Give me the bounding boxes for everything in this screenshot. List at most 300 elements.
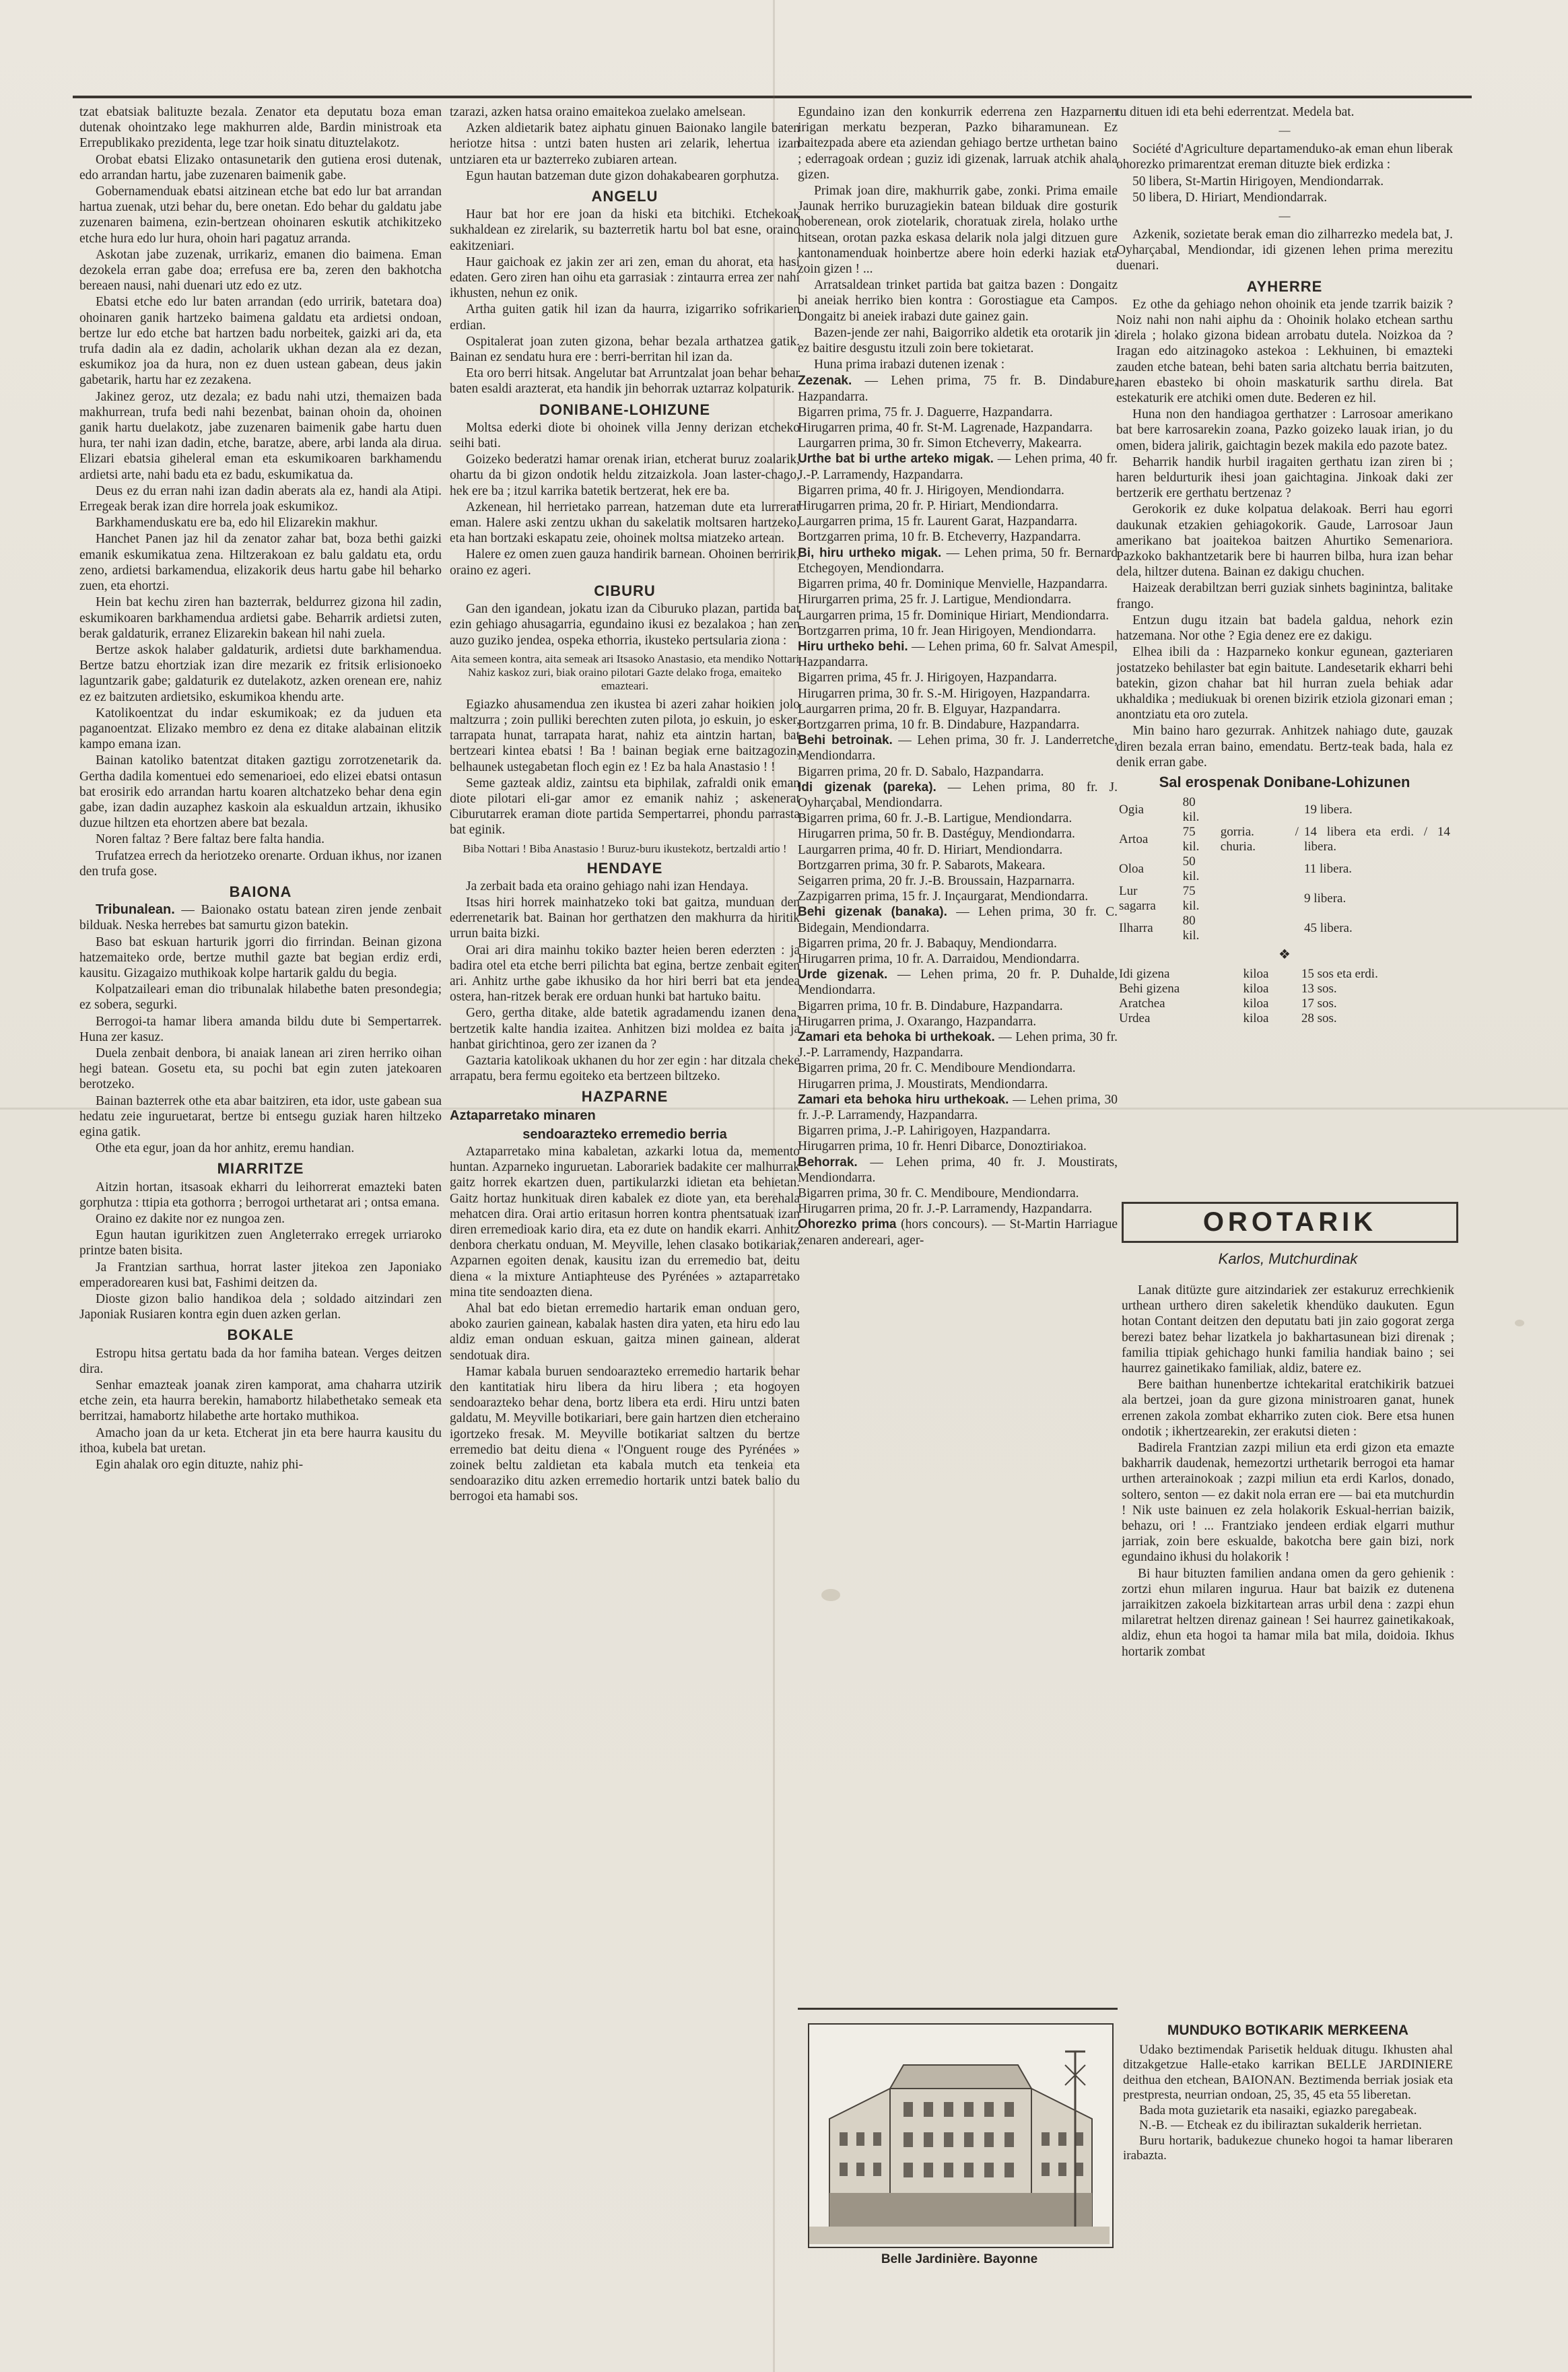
ink-blot <box>1515 1320 1524 1326</box>
paragraph-text: Azken aldietarik batez aiphatu ginuen Baionako langile baten heriotze hitsa : untzi baten husten ari zelarik, lehertua izan untziaren eta ur bazterreko zubiaren artean. <box>450 121 800 167</box>
prize-entry <box>798 420 1118 436</box>
paragraph-text: — Lehen prima, 80 fr. J. Oyharçabal, Mendiondarra. <box>798 780 1118 810</box>
paragraph-text: Laurgarren prima, 15 fr. Laurent Garat, Hazpandarra. <box>798 514 1078 529</box>
section-heading: BOKALE <box>227 1326 294 1344</box>
paragraph <box>450 697 800 775</box>
prize-entry <box>798 483 1118 498</box>
paragraph <box>450 452 800 499</box>
separator: — <box>1279 124 1291 137</box>
paragraph-text: Bortzgarren prima, 10 fr. B. Dindabure, Hazpandarra. <box>798 717 1080 732</box>
paragraph <box>450 895 800 942</box>
paragraph-text: Ez othe da gehiago nehon ohoinik eta jende tzarrik baizik ? Noiz nahi non nahi aiphu da : Ohoinik holako etchean sarthu direla ; holako gizona bidean arrobatu dutela. Noizkoa da ? Iragan edo aitzinagoko astekoa : Lekhuinen, bi emazteki zauden etche batean, behi baten saria altchatu berria baitzuten, haren ebasteko bi ohoin maskaturik sarthu direla. Bat estekaturik ere atchiki omen dute. Bederen ez hil. <box>1116 297 1453 406</box>
paragraph <box>79 1227 442 1258</box>
paragraph-text: Seme gazteak aldiz, zaintsu eta biphilak, zafraldi onik eman diote pilotari eli-gar amor ez emanik nahiz ; askenerat Ciburutarrek eraman diote partida Sempertarrei, phondu parrasta bat eginik. <box>450 776 800 838</box>
paragraph-text: Artha guiten gatik hil izan da haurra, izigarriko sofrikarien erdian. <box>450 302 800 333</box>
paragraph <box>1116 502 1453 580</box>
paragraph-text: Egiazko ahusamendua zen ikustea bi azeri zahar hoikien jolo maltzurra ; zoin pulliki berechten zuten pilota, jo eskuin, jo esker, tarrapata hunat, tarrapata harat, nahiz eta aintzin hartan, bat bertzeari kintea ebatsi ! Ba ! bainan begiak erne baitzagozin, belhaunek ustegabetan floch egin ez ! Ez ba hala Anastasio ! ! <box>450 697 800 774</box>
paragraph-text: Othe eta egur, joan da hor anhitz, eremu handian. <box>96 1141 355 1156</box>
paragraph-text: Trufatzea errech da heriotzeko orenarte. Orduan ikhus, nor izanen den trufa gose. <box>79 848 442 879</box>
paragraph: Bi haur bituzten familien andana omen da gero gehienik : zortzi ehun milaren ingurua. Haur bat baizik ez dutenena jarraikitzen zakoela bizkitartean arras urbil dena : zazpi ehun milaretrat heltzen direnaz gainean ! Sei haurrez gainetikakoak, aldiz, ehun eta hogoi ta hamar mila bat mila, doidoia. Ikhus hortarik zombat <box>1122 1566 1454 1659</box>
prize-entry <box>798 639 1118 670</box>
paragraph-text: Azkenean, hil herrietako parrean, hatzeman dute eta lurrerat eman. Halere aski zentzu ukhan du sakelatik moltsaren hartzeko, eta han bortzaki eskapatu zeie, ohoinek moltsa miatzeko artean. <box>450 500 800 546</box>
paragraph-text: Ebatsi etche edo lur baten arrandan (edo urririk, batetara doa) ohoinaren ganik hartzeko baimena galdatu eta ardietsi ondoan, bertze lur edo etche bat hartzen badu norbeitek, gaizki ari da, eta trufa dadin ala ez dadin, acholarik ukhan dezan ala ez dezan, eskumikoz joa da hura, non ez duen ustean gabean, deus jakin gabetarik, hartu har ez zezakena. <box>79 295 442 388</box>
paragraph: Bada mota guzietarik eta nasaiki, egiazko paregabeak. <box>1139 2103 1417 2117</box>
paragraph-text: Elhea ibili da : Hazparneko konkur egunean, gazteriaren jostatzeko behilaster bat egin baitute. Landesetarik ekharri behi batekin, gizon chahar bat hil hurran zuela behiak adar ukhaldika ; mediukuak bi orenen bizirik etziola gizonari eman ; anontziatu eta oro zutela. <box>1116 645 1453 722</box>
orotarik-subtitle: Karlos, Mutchurdinak <box>1218 1250 1358 1267</box>
building-illustration <box>809 2025 1110 2244</box>
lead-text: Bi, hiru urtheko migak. <box>798 545 942 560</box>
paragraph: Lanak ditüzte gure aitzindariek zer estakuruz errechkienik urthean urthero diren sakeletik khendüko daukuten. Egun hotan Contant deitzen den deputatu bati jin zaio gogorat zerga berezi batez behar lizatkela jo bakhartasunean bizi direnak ; familia ttipiak gehichago hunki familia handiak baino ; sei haurrez gainetikako familiak, aldiz, batere ez. <box>1122 1283 1454 1376</box>
meat-price-table <box>1116 967 1453 1026</box>
paragraph-text: — Lehen prima, 30 fr. J. Landerretche, Mendiondarra. <box>798 733 1118 764</box>
column-3 <box>798 104 1118 2000</box>
paragraph <box>450 1053 800 1084</box>
table-row <box>1116 982 1453 996</box>
paragraph-text: tzat ebatsiak balituzte bezala. Zenator eta deputatu boza eman dutenak ohointzako lege makhurren alde, Bardin ministroak eta Errepublikako prezidenta, lege tzar hoik sinatu dituztelakotz. <box>79 105 442 151</box>
market-weight: 75 kil. <box>1182 825 1200 854</box>
paragraph <box>450 104 800 120</box>
paragraph-text: Kolpatzaileari eman dio tribunalak hilabethe baten presondegia; ez sobera, segurki. <box>79 982 442 1013</box>
paragraph-text: — Lehen prima, 30 fr. C. Bidegain, Mendiondarra. <box>798 905 1118 935</box>
paragraph <box>450 366 800 397</box>
paragraph-text: Gan den igandean, jokatu izan da Ciburuko plazan, partida bat ezin gehiago ahusagarria, egundaino ikusi ez bezalakoa ; han zen auzo guziko jendea, ospeka ethorria, ikusteko pertsularia ziona : <box>450 602 800 648</box>
prize-entry <box>798 498 1118 514</box>
paragraph-text: Egun hautan batzeman dute gizon dohakabearen gorphutza. <box>466 168 780 183</box>
paragraph <box>79 1211 442 1227</box>
paragraph <box>798 104 1118 182</box>
paragraph-text: Dioste gizon balio handikoa dela ; soldado aitzindari zen Japoniak Rusiaren kontra egin duen azken gerlan. <box>79 1292 442 1322</box>
paragraph <box>450 1144 800 1300</box>
lead-text: Behorrak. <box>798 1155 858 1170</box>
paragraph <box>79 104 442 151</box>
meat-unit: kiloa <box>1243 996 1269 1011</box>
paragraph-text: — Baionako ostatu batean ziren jende zenbait bilduak. Neska herrebes bat samurtu gizon batekin. <box>79 903 442 933</box>
paragraph-text: — Lehen prima, 60 fr. Salvat Amespil, Hazpandarra. <box>798 639 1118 670</box>
paragraph-text: Egin ahalak oro egin dituzte, nahiz phi- <box>96 1458 304 1472</box>
paragraph <box>1116 104 1453 120</box>
market-price: 9 libera. <box>1303 891 1347 906</box>
paragraph <box>450 168 800 184</box>
prize-entry <box>798 1029 1118 1060</box>
paragraph <box>79 642 442 705</box>
paragraph-text: Haur bat hor ere joan da hiski eta bitchiki. Etchekoak sukhaldean ez zirelarik, su bazterretik hartu bol bat esne, oraino eakitzeniari. <box>450 207 800 253</box>
prize-entry <box>798 1014 1118 1029</box>
market-price: 19 libera. <box>1303 803 1353 817</box>
paragraph-text: (hors concours). — St-Martin Harriague zenaren andereari, ager- <box>798 1217 1118 1248</box>
paragraph <box>79 1180 442 1211</box>
paragraph-text: Laurgarren prima, 20 fr. B. Elguyar, Hazpandarra. <box>798 702 1061 716</box>
paragraph-text: Barkhamenduskatu ere ba, edo hil Elizarekin makhur. <box>96 516 378 531</box>
paragraph-text: Bertze askok halaber galdaturik, ardietsi dute barkhamendua. Bertze batzu ehortziak izan dire mezarik ez fritsik erlisionoeko laguntzarik gabe; galdaturik ez dutelakotz, azken orenean ere, nahiz ez ez baitzuten ardietsiko, eskumikoa khendu arte. <box>79 642 442 704</box>
paragraph-text: tu dituen idi eta behi ederrentzat. Medela bat. <box>1116 105 1355 119</box>
paragraph <box>79 595 442 642</box>
paragraph-text: Bainan bazterrek othe eta abar baitziren, eta idor, uste gabean sua hedatu zeie inguruetarat, bertze bi entsegu guziak haren hiltzeko egina gatik. <box>79 1093 442 1139</box>
paragraph <box>1116 454 1453 502</box>
table-row <box>1116 825 1453 854</box>
paragraph <box>79 1378 442 1425</box>
market-price: 45 libera. <box>1303 921 1353 936</box>
paragraph-text: Min baino haro gezurrak. Anhitzek nahiago dute, gauzak diren bezala erran baino, emendatu. Bertz-teak bada, hala ez denik erran gabe. <box>1116 724 1453 770</box>
paragraph-text: Bazen-jende zer nahi, Baigorriko aldetik eta orotarik jin ; ez baitire desgustu itzuli zoin bere tokietarat. <box>798 325 1118 356</box>
paragraph-text: Hirugarren prima, 10 fr. Henri Dibarce, Donoztiriakoa. <box>798 1139 1087 1154</box>
lead-text: Behi gizenak (banaka). <box>798 905 947 920</box>
paragraph-text: Hirugarren prima, J. Oxarango, Hazpandarra. <box>798 1014 1037 1029</box>
paragraph <box>1116 227 1453 274</box>
paragraph-text: Arratsaldean trinket partida bat gaitza bazen : Dongaitz bi aneiak herriko bien kontra : Gorostiague eta Campos. Dongaitz bi aneiek irabazi dute gainez gain. <box>798 278 1118 324</box>
prize-entry <box>798 529 1118 545</box>
paragraph <box>79 1260 442 1291</box>
paragraph-text: Bigarren prima, 10 fr. B. Dindabure, Hazpandarra. <box>798 998 1063 1013</box>
paragraph <box>79 1425 442 1456</box>
prize-entry <box>798 373 1118 404</box>
paragraph <box>450 302 800 333</box>
article-heading: sendoarazteko erremedio berria <box>522 1126 727 1142</box>
paragraph-text: Bortzgarren prima, 10 fr. B. Etcheverry, Hazpandarra. <box>798 530 1081 545</box>
paragraph <box>450 601 800 648</box>
paragraph-text: Bigarren prima, 60 fr. J.-B. Lartigue, Mendiondarra. <box>798 811 1072 826</box>
lead-text: Zamari eta behoka hiru urthekoak. <box>798 1092 1009 1107</box>
paragraph <box>1116 407 1453 454</box>
table-row <box>1116 795 1453 825</box>
market-weight: 50 kil. <box>1182 854 1200 884</box>
paragraph-text: Bigarren prima, 20 fr. J. Babaquy, Mendiondarra. <box>798 936 1057 951</box>
paragraph-text: Laurgarren prima, 15 fr. Dominique Hiriart, Mendiondarra. <box>798 608 1110 623</box>
paragraph: Badirela Frantzian zazpi miliun eta erdi gizon eta emazte bakharrik daudenak, hemezortzi urthetarik berrogoi eta hamar urthen arterainokoak ; zazpi miliun eta erdi Karlos, donado, soltero, senton — ez dakit nola erran ere — bai eta mutchurdin ! Nik uste bainuen ez zela holakorik Eskual-herrian baizik, behazu, ori ! ... Frantziako jendeen erdiak elgarri muthur jarriak, zoin bere eskualde, bakotcha bere gain bizi, nork egundaino ikhusi du holakorik ! <box>1122 1441 1454 1565</box>
paragraph-text: Jakinez geroz, utz dezala; ez badu nahi utzi, themaizen bada makhurrean, trufa bedi nahi bezenbat, bainan ohoin da, ohoinen ganik hartu duelakotz, jabe zuzenaren baimenik gabe hartu duen hura, ter nahi izan dadin, etche, baratze, abere, arbi landa ala dirua. Elizari ebatsia giheleral eman eta eskumikoaren barkhamendu ardietsi arte, nahi badu eta ez badu, eskumikatua da. <box>79 389 442 482</box>
section-separator: ❖ <box>1279 947 1291 963</box>
paragraph <box>450 121 800 168</box>
paragraph <box>450 1364 800 1505</box>
paragraph <box>79 935 442 982</box>
paragraph-text: Beharrik handik hurbil iragaiten gerthatu izan ziren bi ; haren beldurturik ihesi joan gaichtagina. Jinkoak daki zer bertzerik ere gerthatu bertzenaz ? <box>1116 454 1453 501</box>
paragraph <box>79 389 442 483</box>
paragraph <box>79 531 442 594</box>
paragraph-text: Duela zenbait denbora, bi anaiak lanean ari ziren herriko oihan hegi batean. Gosetu eta, su pochi bat egin zuten jatekoaren berotzeko. <box>79 1046 442 1092</box>
prize-entry <box>798 842 1118 858</box>
paragraph <box>450 500 800 547</box>
paragraph <box>79 1346 442 1377</box>
paragraph <box>450 776 800 838</box>
paragraph <box>79 982 442 1013</box>
market-variety <box>1218 914 1301 943</box>
market-price: 11 libera. <box>1303 862 1353 877</box>
market-item: Ilharra <box>1119 921 1153 936</box>
section-heading: HAZPARNE <box>581 1088 669 1106</box>
paragraph-text: 50 libera, D. Hiriart, Mendiondarrak. <box>1132 190 1328 205</box>
advertisement-body <box>1123 2043 1453 2164</box>
prize-entry <box>798 998 1118 1014</box>
prize-entry <box>798 873 1118 889</box>
prize-entry <box>798 451 1118 482</box>
paragraph: N.-B. — Etcheak ez du ibiliraztan sukalderik herrietan. <box>1139 2118 1422 2132</box>
prize-entry <box>798 967 1118 998</box>
paragraph-text: Haizeak derabiltzan berri guziak sinhets baginintza, balitake frango. <box>1116 581 1453 611</box>
paragraph <box>79 832 442 847</box>
paragraph-text: Laurgarren prima, 30 fr. Simon Etcheverry, Makearra. <box>798 436 1082 451</box>
prize-entry <box>798 764 1118 780</box>
paragraph-text: Ospitalerat joan zuten gizona, behar bezala arthatzea gatik. Bainan ez sendatu hura ere : berri-berritan hil izan da. <box>450 334 800 365</box>
paragraph <box>450 1005 800 1052</box>
paragraph-text: Baso bat eskuan harturik jgorri dio firrindan. Beinan gizona hatzemaiteko orde, bertze muthil gazte bat begian erdiz erdi, kausitu. Gizagaizo muthikoak kolpe hartarik galdu du begia. <box>79 935 442 980</box>
paragraph-text: Hanchet Panen jaz hil da zenator zahar bat, boza bethi gaizki emanik eskumikatua zena. Hiltzerakoan ez balu galdatu eta, ordu zeno, ardietsi barkamendua, elizakorik deus hartu gabe hil beharko zuen, eta ehortzi. <box>79 532 442 594</box>
paragraph-text: Estropu hitsa gertatu bada da hor famiha batean. Verges deitzen dira. <box>79 1346 442 1376</box>
paragraph-text: Gero, gertha ditake, alde batetik agradamendu izanen dena, bertzetik kalte handia izaitea. Anhitzen bizi moldea ez baita ja hanbat girichtinoa, gero zer izanen da ? <box>450 1006 800 1052</box>
paragraph-text: — Lehen prima, 40 fr. J.-P. Larramendy, Hazpandarra. <box>798 452 1118 482</box>
paragraph-text: Senhar emazteak joanak ziren kamporat, ama chaharra utzirik etche zein, eta haurra berekin, hamabortz hilabethetako semeak eta berritzai, hamabortz hilabethe arte hortako muthikoa. <box>79 1378 442 1424</box>
paragraph <box>79 184 442 246</box>
paragraph-text: Gobernamenduak ebatsi aitzinean etche bat edo lur bat arrandan hartua zuenak, utzi behar du, bere onetan. Edo behar du galdatu jabe zuzenaren baimena, ezin-bertzean ohoinaren eskutik atchikitzeko etche hura edo lur hura, ohoin hari pagatuz arranda. <box>79 184 442 246</box>
paragraph <box>79 483 442 514</box>
section-heading: HENDAYE <box>586 859 663 877</box>
paragraph-text: Ja zerbait bada eta oraino gehiago nahi izan Hendaya. <box>466 879 749 893</box>
lead-text: Urthe bat bi urthe arteko migak. <box>798 452 994 467</box>
paragraph <box>450 547 800 578</box>
prize-entry <box>798 702 1118 717</box>
paragraph-text: Ahal bat edo bietan erremedio hartarik eman onduan gero, aboko zaurien gainean, kabalak hasten dira yaten, eta hiru edo lau aldiz eman onduan eskuan, gaitza minen gainean, alderat sendotuak dira. <box>450 1301 800 1363</box>
meat-price: 13 sos. <box>1301 982 1337 996</box>
market-weight: 80 kil. <box>1182 914 1200 943</box>
paragraph <box>798 277 1118 325</box>
prize-entry <box>798 1123 1118 1139</box>
paragraph <box>450 420 800 451</box>
grain-price-table <box>1116 795 1453 943</box>
prize-entry <box>798 1217 1118 1248</box>
prize-entry <box>798 1155 1118 1186</box>
paragraph <box>1116 141 1453 172</box>
paragraph <box>798 325 1118 356</box>
paragraph-text: Société d'Agriculture departamenduko-ak eman ehun liberak ohorezko primarentzat ereman dituzte biek erdizka : <box>1116 142 1453 172</box>
column-1 <box>79 104 442 2353</box>
market-variety <box>1218 795 1301 825</box>
paragraph-text: Hirugarren prima, 40 fr. St-M. Lagrenade, Hazpandarra. <box>798 421 1093 436</box>
table-row <box>1116 884 1453 914</box>
paragraph <box>79 1457 442 1472</box>
table-row <box>1116 967 1453 982</box>
paragraph <box>79 1014 442 1045</box>
paragraph <box>798 357 1118 372</box>
paragraph-text: Bigarren prima, J.-P. Lahirigoyen, Hazpandarra. <box>798 1124 1051 1139</box>
prize-entry <box>798 436 1118 451</box>
lead-text: Zamari eta behoka bi urthekoak. <box>798 1029 995 1044</box>
paragraph-text: — Lehen prima, 30 fr. J.-P. Larramendy, Hazpandarra. <box>798 1092 1118 1122</box>
paragraph-text: Katolikoentzat du indar eskumikoak; ez da juduen eta paganoentzat. Elizako membro ez dena ez ditake alabainan elitzik kampo emana izan. <box>79 706 442 752</box>
section-heading: AYHERRE <box>1246 277 1323 295</box>
advertisement <box>1123 2023 1453 2279</box>
paragraph <box>1116 613 1453 644</box>
paragraph-text: Bigarren prima, 20 fr. D. Sabalo, Hazpandarra. <box>798 764 1044 779</box>
paragraph <box>1116 174 1453 189</box>
paragraph <box>450 879 800 894</box>
meat-price: 15 sos eta erdi. <box>1301 967 1378 982</box>
lead-text: Ohorezko prima <box>798 1217 897 1232</box>
paragraph-text: Goizeko bederatzi hamar orenak irian, etcherat buruz zoalarik, ohartu da bi gizon ondotik heldu zitzaizkola. Joan laster-chago, hek ere ba ; itzul karrika batetik bertzerat, hek ere ba. <box>450 452 800 498</box>
prize-entry <box>798 592 1118 607</box>
paragraph: Udako beztimendak Parisetik helduak ditugu. Ikhusten ahal ditzakgetzue Halle-etako karrikan BELLE JARDINIERE deithua den etchean, BAIONAN. Beztimenda berriak josiak eta prestpresta, neurrian ondoan, 25, 35, 45 eta 55 liberetan. <box>1123 2042 1453 2102</box>
paragraph-text: Huna prima irabazi dutenen izenak : <box>814 358 1005 372</box>
column-3-bottom-rule <box>798 2008 1118 2010</box>
prize-entry <box>798 889 1118 904</box>
paragraph-text: Hirugarren prima, 10 fr. A. Darraidou, Mendiondarra. <box>798 951 1080 966</box>
prize-entry <box>798 576 1118 592</box>
paragraph-text: Hirugarren prima, 30 fr. S.-M. Hirigoyen, Hazpandarra. <box>798 686 1091 701</box>
paragraph <box>79 1141 442 1156</box>
lead-text: Zezenak. <box>798 374 852 388</box>
paragraph-text: Askotan jabe zuzenak, urrikariz, emanen dio baimena. Eman dezokela erran gabe doa; errefusa ere ba, zeren den bakhotcha bereaen nausi, nahi duenari utz edo ez utz. <box>79 247 442 294</box>
paragraph-text: Hamar kabala buruen sendoarazteko erremedio hartarik behar den kantitatiak hiru libera da hiru libera ; eta hogoyen sendoarazteko behar dena, bortz libera eta erdi. Hiru untzi baten galdatu, M. Meyville botikariari, bere gain hartzen dien etcheraino igortzeko fresak. M. Meyville botikariat saltzen du bertze erremedio bat deitu diena « l'Onguent rouge des Pyrénées » zoinek beltu zaldietan eta kabala mutch eta tenkeia eta sendoaraziko ditu azken erremedio hortarik untzi batek balio du berrogoi eta hamabi sos. <box>450 1364 800 1504</box>
paragraph-text: Itsas hiri horrek mainhatzeko toki bat gaitza, munduan den ederrenetarik bat. Bainan hor gerthatzen den makhurra da hiritik urrun baita bizki. <box>450 895 800 941</box>
prize-entry <box>798 1060 1118 1076</box>
paragraph <box>79 294 442 388</box>
ink-blot <box>821 1589 840 1601</box>
prize-entry <box>798 733 1118 764</box>
paragraph-text: Aztaparretako mina kabaletan, azkarki lotua da, memento huntan. Azparneko inguruetan. Laborariek badakite cer malhurrak gaitz horrek ekartzen duen, partikularzki idietan eta behietan. Gaitz hortaz hunkituak diren kabalek ez diote yan, eta berehala mehatcen dira. Orai artio eritasun horren kontra phentsatuak izan diren erremedioak kario dira, eta ez dute on handik ekarri. Anhitz denbora cherkatu onduan, M. Meyville, lehen clasako botikariak, Azparnen egoiten denak, kausitu izan du erremedio bat, deitu diena « la mixture Antiaphteuse des Pyrénées » aztaparretako mina tite sendoazten diena. <box>450 1144 800 1299</box>
paragraph-text: Zazpigarren prima, 15 fr. J. Inçaurgarat, Mendiondarra. <box>798 889 1089 904</box>
paragraph <box>79 1291 442 1322</box>
paragraph-text: Bainan katoliko batentzat ditaken gaztigu zorrotzenetarik da. Gertha dadila komentuei edo semenarioei, edo elizei ebatsi ontasun bat erosirik edo arrandan hartu koaren altchatzeko behar dena egin gabe, izan dadin auzaphez kaskoin ala eskualdun artzain, ikhusiko duzue hiltzen eta ehortzen abere bat bezala. <box>79 753 442 831</box>
paragraph-text: tzarazi, azken hatsa oraino emaitekoa zuelako amelsean. <box>450 105 746 119</box>
market-weight: 75 kil. <box>1182 884 1200 914</box>
paragraph-text: Hein bat kechu ziren han bazterrak, beldurrez gizona hil zadin, eskumikoaren barkhamendua ardietsi gabe. Beharrik ardietsi zuten, berak galdaturik, erranez Elizarekin bakean hil nahi zuela. <box>79 595 442 641</box>
paragraph <box>79 515 442 531</box>
table-row <box>1116 996 1453 1011</box>
paragraph <box>79 706 442 753</box>
prize-entry <box>798 826 1118 842</box>
belle-jardiniere-engraving <box>808 2023 1114 2248</box>
meat-price: 28 sos. <box>1301 1011 1337 1026</box>
paragraph <box>79 1046 442 1093</box>
market-variety <box>1218 854 1301 884</box>
meat-unit: kiloa <box>1243 982 1269 996</box>
paragraph-text: Eta oro berri hitsak. Angelutar bat Arruntzalat joan behar behar baten esaldi arazterat, eta handik jin behorrak uztarraz kolpaturik. <box>450 366 800 397</box>
market-variety <box>1218 884 1301 914</box>
orotarik-heading: OROTARIK <box>1122 1202 1458 1243</box>
section-heading: MIARRITZE <box>217 1160 304 1178</box>
paragraph-text: Bigarren prima, 40 fr. J. Hirigoyen, Mendiondarra. <box>798 483 1064 498</box>
paragraph-text: Hirugarren prima, 50 fr. B. Dastéguy, Mendiondarra. <box>798 827 1075 842</box>
section-heading: ANGELU <box>591 188 658 205</box>
paragraph-text: Primak joan dire, makhurrik gabe, zonki. Prima emaile Jaunak herriko buruzagiekin batean bilduak dire gosturik hoberenean, orok ziotelarik, choratuak zirela, holako urthe hitsean, orotan pazka eskasa delarik nola jalgi ditzuen gure kantonamenduak hoinbertze abere hoin ederki haziak eta zoin gizen ! ... <box>798 184 1118 277</box>
prize-entry <box>798 951 1118 967</box>
lead-text: Behi betroinak. <box>798 733 893 748</box>
market-price: 14 libera eta erdi. / 14 libera. <box>1303 825 1450 854</box>
paragraph-text: Orai ari dira mainhu tokiko bazter heien beren ederzten : ja badira otel eta etche berri pilichta bat egina, bertze zenbait egiten ari. Anhitz urthe gabe ikhusiko da hor hiri berri bat eta jendea ostera, han-ritzek berak ere orduan hunki bat hartuko baitu. <box>450 943 800 1005</box>
advertisement-title: MUNDUKO BOTIKARIK MERKEENA <box>1167 2023 1409 2038</box>
prize-entry <box>798 1139 1118 1154</box>
prize-entry <box>798 1201 1118 1217</box>
paragraph-text: Laurgarren prima, 40 fr. D. Hiriart, Mendiondarra. <box>798 842 1063 857</box>
paragraph-text: Gaztaria katolikoak ukhanen du hor zer egin : har ditzala cheke arrapatu, bera fermu egoiteko eta bertzeen biltzeko. <box>450 1053 800 1084</box>
paragraph-text: — Lehen prima, 75 fr. B. Dindabure, Hazpandarra. <box>798 374 1118 404</box>
paragraph <box>450 207 800 254</box>
paragraph-text: Noren faltaz ? Bere faltaz bere falta handia. <box>96 832 325 847</box>
paragraph-text: Azkenik, sozietate berak eman dio zilharrezko medela bat, J. Oyharçabal, Mendiondar, idi gizenen lehen prima merezitu duenari. <box>1116 228 1453 273</box>
paragraph <box>450 1301 800 1363</box>
section-heading: CIBURU <box>594 582 656 599</box>
prize-entry <box>798 811 1118 826</box>
prize-entry <box>798 514 1118 529</box>
paragraph-text: Ja Frantzian sarthua, horrat laster jitekoa zen Japoniako emperadorearen kusi bat, Fashimi deitzen da. <box>79 1260 442 1290</box>
prize-entry <box>798 1077 1118 1092</box>
paragraph-text: Bigarren prima, 20 fr. C. Mendibourе Mendiondarra. <box>798 1061 1076 1076</box>
verse: Biba Nottari ! Biba Anastasio ! Buruz-buru ikustekotz, bertzaldi artio ! <box>463 842 787 855</box>
paragraph-text: — Lehen prima, 40 fr. J. Moustirats, Mendiondarra. <box>798 1155 1118 1185</box>
market-item: Ogia <box>1119 803 1144 817</box>
meat-price: 17 sos. <box>1301 996 1337 1011</box>
prize-entry <box>798 904 1118 935</box>
paragraph-text: Egun hautan igurikitzen zuen Angleterrako erregek urriaroko printze baten bisita. <box>79 1228 442 1258</box>
paragraph <box>450 334 800 365</box>
lead-text: Idi gizenak (pareka). <box>798 780 936 794</box>
paragraph-text: Hirugarren prima, 20 fr. J.-P. Larramendy, Hazpandarra. <box>798 1202 1093 1217</box>
paragraph-text: — Lehen prima, 50 fr. Bernard Etchegoyen, Mendiondarra. <box>798 545 1118 576</box>
prize-entry <box>798 1092 1118 1123</box>
top-rule <box>73 96 1472 98</box>
section-heading: BAIONA <box>229 883 292 900</box>
paragraph-text: Moltsa ederki diote bi ohoinek villa Jenny derizan etcheko seihi bati. <box>450 420 800 451</box>
prize-entry <box>798 858 1118 873</box>
paragraph-text: Halere ez omen zuen gauza handirik barnean. Ohoinen berririk, oraino ez ageri. <box>450 547 800 578</box>
paragraph: Buru hortarik, badukezue chuneko hogoi ta hamar liberaren irabazta. <box>1123 2133 1453 2163</box>
paragraph <box>1116 644 1453 722</box>
paragraph <box>1116 580 1453 611</box>
paragraph-text: Hirurgarren prima, 25 fr. J. Lartigue, Mendiondarra. <box>798 592 1072 607</box>
engraving-caption: Belle Jardinière. Bayonne <box>881 2252 1038 2266</box>
prize-entry <box>798 545 1118 576</box>
paragraph-text: Berrogoi-ta hamar libera amanda bildu dute bi Sempertarrek. Huna zer kasuz. <box>79 1014 442 1044</box>
paragraph-text: Hirugarren prima, 20 fr. P. Hiriart, Mendiondarra. <box>798 499 1059 514</box>
lead-text: Urde gizenak. <box>798 968 888 982</box>
paragraph <box>1116 297 1453 406</box>
paragraph <box>798 183 1118 277</box>
orotarik-article <box>1122 1283 1454 2010</box>
paragraph-text: Gerokorik ez duke kolpatua delakoak. Berri hau egorri daukunak etzakien gehiagokorik. Gaude, Larrosoar Jaun amerikano bat joaitekoa baitzen Ahurtiko Semenariora. Pazkoko bakhantzetarik bere bi haurren bilba, hura izan behar dela, hiltzer dutena. Bainan ez dakigu chuchen. <box>1116 502 1453 580</box>
market-variety: gorria. / churia. <box>1220 825 1299 854</box>
paragraph-text: Haur gaichoak ez jakin zer ari zen, eman du ahorat, eta hasi edaten. Gero ziren han oihu eta garrasiak : zintaurra errea zer nahi ikhusten, nehun ez onik. <box>450 255 800 301</box>
paragraph <box>79 753 442 831</box>
prize-entry <box>798 717 1118 733</box>
paragraph-text: Orobat ebatsi Elizako ontasunetarik den gutiena erosi dutenak, edo arrandan hartu, jabe zuzenaren baimenik gabe. <box>79 152 442 182</box>
paragraph <box>79 902 442 933</box>
prize-entry <box>798 780 1118 811</box>
paragraph <box>1116 190 1453 205</box>
paragraph <box>450 255 800 302</box>
prize-entry <box>798 670 1118 685</box>
prize-entry <box>798 936 1118 951</box>
paragraph <box>79 1093 442 1141</box>
meat-unit: kiloa <box>1243 967 1269 982</box>
verse: Aita semeen kontra, aita semeak ari Itsasoko Anastasio, eta mendiko Nottari Nahiz kaskoz zuri, biak oraino pilotari Gazte delako froga, emaiteko emazteari. <box>450 652 800 692</box>
paragraph-text: 50 libera, St-Martin Hirigoyen, Mendiondarrak. <box>1132 174 1384 189</box>
separator: — <box>1279 209 1291 223</box>
paragraph-text: Bortzgarren prima, 10 fr. Jean Hirigoyen, Mendiondarra. <box>798 623 1096 638</box>
paragraph <box>450 943 800 1005</box>
meat-item: Idi gizena <box>1119 967 1170 982</box>
paragraph-text: Egundaino izan den konkurrik ederrena zen Hazparnen irigan merkatu bezperan, Pazko biharamunean. Ez baitezpada abere eta aziendan gehiago bertze urthetan baino ; ederragoak ordean ; guziz idi gizenak, larruak atchik ahala gizen. <box>798 105 1118 182</box>
market-item: Artoa <box>1119 832 1149 847</box>
column-2 <box>450 104 800 2353</box>
paragraph-text: Hirugarren prima, J. Moustirats, Mendiondarra. <box>798 1077 1048 1091</box>
market-weight: 80 kil. <box>1182 795 1200 825</box>
section-heading: DONIBANE-LOHIZUNE <box>539 401 711 418</box>
paragraph: Bere baithan hunenbertze ichtekarital eratchikirik batzuei ala bertzei, joan da gure gizona ministroaren ganat, hunek errenen zakola zombat ekharriko zuten ciok. Bere etsa hunen ondotik ; ikhertzearekin, zer erakutsi dieten : <box>1122 1378 1454 1439</box>
paragraph-text: Bigarren prima, 45 fr. J. Hirigoyen, Hazpandarra. <box>798 671 1057 685</box>
meat-item: Urdea <box>1119 1011 1151 1026</box>
table-row <box>1116 914 1453 943</box>
paragraph-text: Oraino ez dakite nor ez nungoa zen. <box>96 1212 285 1227</box>
article-heading: Aztaparretako minaren <box>450 1108 596 1123</box>
table-row <box>1116 854 1453 884</box>
paragraph <box>79 247 442 294</box>
